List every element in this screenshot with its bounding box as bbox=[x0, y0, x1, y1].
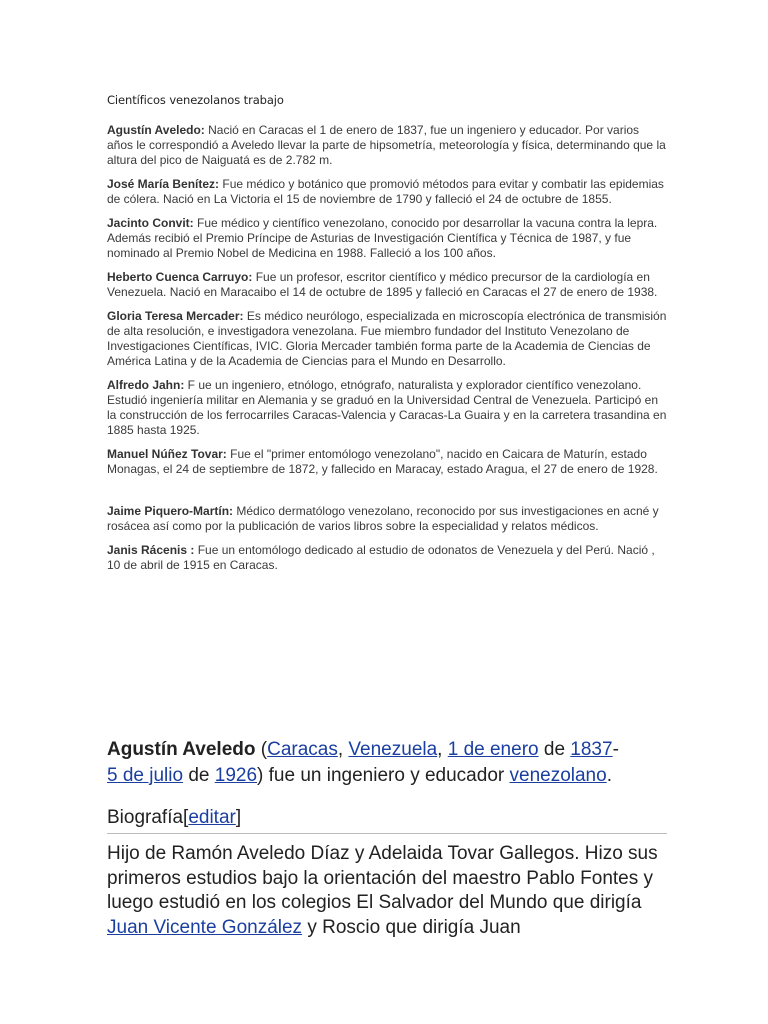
scientist-name: Gloria Teresa Mercader: bbox=[107, 309, 244, 323]
link-birth-year[interactable]: 1837 bbox=[570, 739, 613, 760]
scientist-name: Manuel Núñez Tovar: bbox=[107, 447, 227, 461]
wiki-text: . bbox=[606, 765, 612, 786]
wiki-text: Hijo de Ramón Aveledo Díaz y Adelaida Tovar Gallegos. Hizo sus primeros estudios bajo la orientación del maestro Pablo Fontes y luego estudió en los colegios El Salvador del Mundo que dirigía bbox=[107, 843, 658, 913]
scientist-name: Alfredo Jahn: bbox=[107, 378, 185, 392]
wiki-subject-name: Agustín Aveledo bbox=[107, 739, 256, 760]
link-birth-date[interactable]: 1 de enero bbox=[447, 739, 539, 760]
scientist-entry bbox=[107, 270, 667, 300]
scientist-entry bbox=[107, 543, 667, 573]
wiki-lead-paragraph bbox=[107, 737, 667, 789]
section-title: Biografía bbox=[107, 807, 184, 828]
link-venezolano[interactable]: venezolano bbox=[509, 765, 607, 786]
wiki-text: - bbox=[612, 739, 619, 760]
scientist-name: Jaime Piquero-Martín: bbox=[107, 504, 234, 518]
scientist-name: Heberto Cuenca Carruyo: bbox=[107, 270, 253, 284]
biography-paragraph bbox=[107, 842, 667, 940]
link-venezuela[interactable]: Venezuela bbox=[348, 739, 438, 760]
scientist-list bbox=[107, 123, 667, 582]
scientist-description: F ue un ingeniero, etnólogo, etnógrafo, naturalista y explorador científico venezolano. Estudió ingeniería militar en Alemania y se graduó en la Universidad Central de Venezuela. Participó en la construcción de los ferrocarriles Caracas-Valencia y Caracas-La Guaira y en la carretera trasandina en 1885 hasta 1925. bbox=[107, 378, 667, 437]
link-death-date[interactable]: 5 de julio bbox=[107, 765, 184, 786]
scientist-entry bbox=[107, 123, 667, 168]
wiki-text: , bbox=[437, 739, 448, 760]
link-juan-vicente-gonzalez[interactable]: Juan Vicente González bbox=[107, 916, 303, 938]
scientist-name: Janis Rácenis : bbox=[107, 543, 195, 557]
scientist-description: Fue médico y científico venezolano, conocido por desarrollar la vacuna contra la lepra. Además recibió el Premio Príncipe de Asturias de Investigación Científica y Técnica de 1987, y fue nominado al Premio Nobel de Medicina en 1988. Falleció a los 100 años. bbox=[107, 216, 658, 260]
wiki-text: y Roscio que dirigía Juan bbox=[302, 916, 521, 938]
scientist-description: Fue médico y botánico que promovió métodos para evitar y combatir las epidemias de cólera. Nació en La Victoria el 15 de noviembre de 1790 y falleció el 24 de octubre de 1855. bbox=[107, 177, 664, 206]
wiki-excerpt bbox=[107, 737, 667, 940]
scientist-entry bbox=[107, 447, 667, 477]
scientist-name: Jacinto Convit: bbox=[107, 216, 194, 230]
scientist-description: Fue un entomólogo dedicado al estudio de odonatos de Venezuela y del Perú. Nació , 10 de abril de 1915 en Caracas. bbox=[107, 543, 655, 572]
link-death-year[interactable]: 1926 bbox=[214, 765, 258, 786]
scientist-description: Médico dermatólogo venezolano, reconocido por sus investigaciones en acné y rosácea así como por la publicación de varios libros sobre la especialidad y relatos médicos. bbox=[107, 504, 659, 533]
scientist-entry bbox=[107, 504, 667, 534]
wiki-text: de bbox=[538, 739, 571, 760]
scientist-entry bbox=[107, 378, 667, 438]
edit-bracket: ] bbox=[235, 807, 242, 828]
link-caracas[interactable]: Caracas bbox=[267, 739, 338, 760]
wiki-text: , bbox=[337, 739, 349, 760]
edit-bracket: [ bbox=[183, 807, 189, 828]
wiki-text: ) fue un ingeniero y educador bbox=[257, 765, 510, 786]
scientist-description: Nació en Caracas el 1 de enero de 1837, fue un ingeniero y educador. Por varios años le correspondió a Aveledo llevar la parte de hipsometría, meteorología y física, determinando que la altura del pico de Naiguatá es de 2.782 m. bbox=[107, 123, 666, 167]
scientist-entry bbox=[107, 216, 667, 261]
scientist-entry bbox=[107, 177, 667, 207]
document-title: Científicos venezolanos trabajo bbox=[107, 93, 284, 107]
wiki-text: de bbox=[183, 765, 215, 786]
scientist-description: Fue un profesor, escritor científico y médico precursor de la cardiología en Venezuela. Nació en Maracaibo el 14 de octubre de 1895 y falleció en Caracas el 27 de enero de 1938. bbox=[107, 270, 658, 299]
scientist-name: José María Benítez: bbox=[107, 177, 220, 191]
section-heading bbox=[107, 805, 667, 834]
edit-link[interactable]: editar bbox=[188, 807, 236, 828]
scientist-entry bbox=[107, 309, 667, 369]
scientist-description: Fue el "primer entomólogo venezolano", nacido en Caicara de Maturín, estado Monagas, el 24 de septiembre de 1872, y fallecido en Maracay, estado Aragua, el 27 de enero de 1928. bbox=[107, 447, 658, 476]
scientist-description: Es médico neurólogo, especializada en microscopía electrónica de transmisión de alta resolución, e investigadora venezolana. Fue miembro fundador del Instituto Venezolano de Investigaciones Científicas, IVIC. Gloria Mercader también forma parte de la Academia de Ciencias de América Latina y de la Academia de Ciencias para el Mundo en Desarrollo. bbox=[107, 309, 667, 368]
wiki-text: ( bbox=[255, 739, 268, 760]
scientist-name: Agustín Aveledo: bbox=[107, 123, 205, 137]
